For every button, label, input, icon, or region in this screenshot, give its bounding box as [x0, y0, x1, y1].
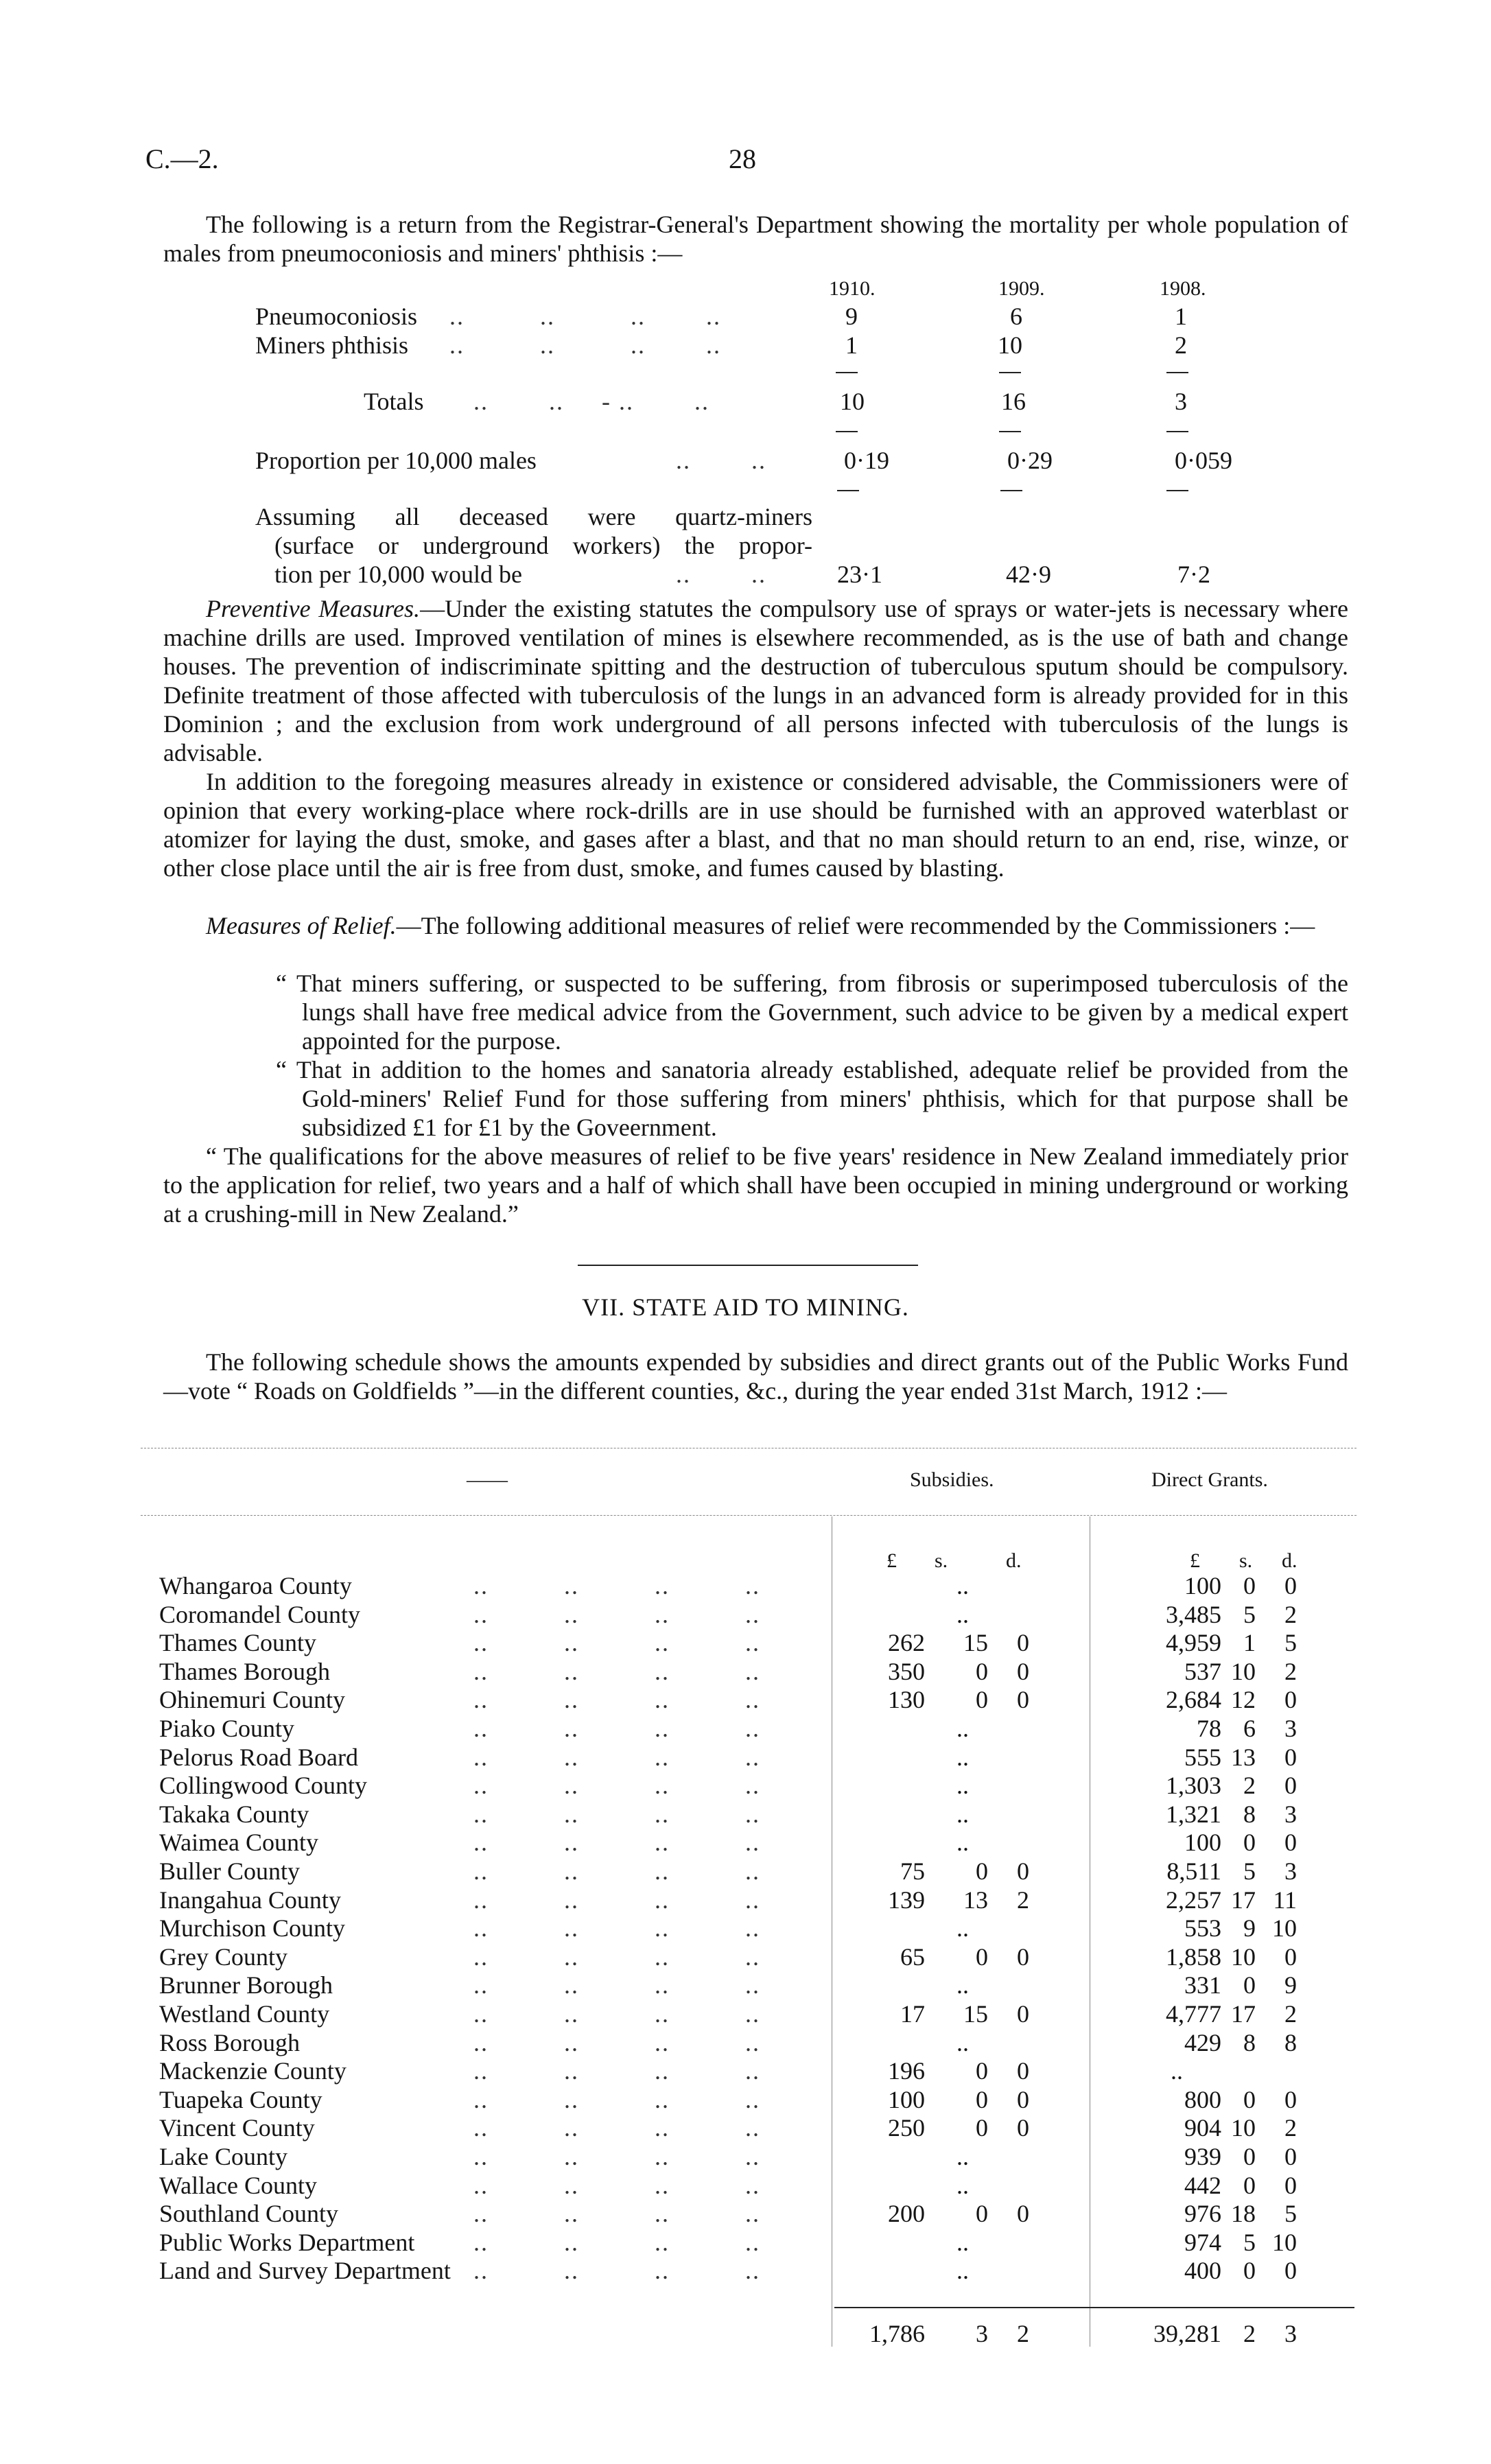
- grant-pence: 9: [1284, 1971, 1297, 1999]
- relief-paragraph: [163, 911, 1348, 940]
- sub-pence: 0: [1017, 2114, 1029, 2142]
- sub-pence: 2: [1017, 1886, 1029, 1914]
- empty-marker: ..: [956, 2143, 969, 2170]
- row-name: Collingwood County: [159, 1772, 368, 1799]
- sub-pence: 0: [1017, 1658, 1029, 1685]
- empty-marker: ..: [956, 2229, 969, 2256]
- sub-shillings: 15: [963, 2000, 988, 2028]
- grant-pence: 2: [1284, 1658, 1297, 1685]
- row-name: Tuapeka County: [159, 2086, 322, 2113]
- sub-pounds: 17: [900, 2000, 925, 2028]
- sub-shillings: 0: [976, 2057, 988, 2085]
- grant-pence: 5: [1284, 2200, 1297, 2227]
- grant-pounds: 8,511: [1166, 1857, 1221, 1885]
- leader-dots: .. .. .. ..: [473, 2114, 760, 2142]
- grant-pounds: 331: [1184, 1971, 1221, 1999]
- grant-pounds: 4,959: [1166, 1629, 1221, 1656]
- grant-shillings: 0: [1243, 1572, 1256, 1599]
- section-divider: [578, 1265, 918, 1266]
- row-name: Public Works Department: [159, 2229, 415, 2256]
- leader-dots: .. .. .. ..: [473, 1772, 760, 1799]
- sub-pence: 0: [1017, 1686, 1029, 1713]
- value: 0·29: [1007, 447, 1053, 474]
- grant-pounds: 442: [1184, 2172, 1221, 2199]
- grant-pounds: 1,858: [1166, 1943, 1221, 1971]
- assuming-line-2: (surface or underground workers) the propor-: [274, 532, 812, 559]
- assuming-line-1: Assuming all deceased were quartz-miners: [255, 503, 812, 530]
- sub-shillings: 0: [976, 1686, 988, 1713]
- grant-pence: 0: [1284, 1943, 1297, 1971]
- leader-dots: .. .. .. ..: [473, 2200, 760, 2227]
- empty-marker: ..: [956, 2257, 969, 2284]
- row-name: Pelorus Road Board: [159, 1744, 358, 1771]
- unit-pounds: £: [887, 1549, 897, 1572]
- qualifications-paragraph: “ The qualifications for the above measures of relief to be five years' residence in New Zealand immediately prior to the application for relief, two years and a half of which shall have been occupied in mining underground or working at a crushing-mill in New Zealand.”: [163, 1142, 1348, 1228]
- empty-marker: ..: [956, 1572, 969, 1599]
- grant-pence: 8: [1284, 2029, 1297, 2056]
- value: 23·1: [837, 561, 882, 588]
- leader-dots: .. .. .. ..: [473, 1715, 760, 1742]
- leader-dots: .. .. .. ..: [473, 2257, 760, 2284]
- totals-rule: [834, 2307, 1354, 2308]
- total-sub-pence: 2: [1017, 2320, 1029, 2347]
- grant-pounds: 1,321: [1166, 1800, 1221, 1828]
- row-name: Ohinemuri County: [159, 1686, 345, 1713]
- unit-pounds: £: [1190, 1549, 1200, 1572]
- sub-shillings: 0: [976, 1943, 988, 1971]
- sub-shillings: 0: [976, 2114, 988, 2142]
- proportion-label: Proportion per 10,000 males: [255, 447, 537, 474]
- grant-shillings: 12: [1231, 1686, 1256, 1713]
- value: 16: [1001, 388, 1026, 415]
- total-sub-pounds: 1,786: [869, 2320, 925, 2347]
- value: 1: [1175, 303, 1187, 330]
- sub-pounds: 139: [888, 1886, 925, 1914]
- sub-shillings: 0: [976, 1658, 988, 1685]
- leader-dots: .. .. .. ..: [473, 2086, 760, 2113]
- leader-dots: .. .. .. ..: [473, 1829, 760, 1856]
- row-name: Ross Borough: [159, 2029, 301, 2056]
- sub-pounds: 65: [900, 1943, 925, 1971]
- grant-pence: 0: [1284, 2086, 1297, 2113]
- assuming-line-3: tion per 10,000 would be: [274, 561, 522, 588]
- row-name: Vincent County: [159, 2114, 315, 2142]
- section-intro: The following schedule shows the amounts expended by subsidies and direct grants out of the Public Works Fund—vote “ Roads on Goldfields ”—in the different counties, &c., during the year ended 31st March, 1912 :—: [163, 1348, 1348, 1405]
- sub-pounds: 262: [888, 1629, 925, 1656]
- row-name: Southland County: [159, 2200, 339, 2227]
- empty-marker: ..: [956, 1772, 969, 1799]
- preventive-paragraph: [163, 594, 1348, 767]
- grant-pence: 3: [1284, 1857, 1297, 1885]
- grant-pence: 0: [1284, 1572, 1297, 1599]
- relief-heading: Measures of Relief.: [206, 912, 397, 939]
- total-grant-pounds: 39,281: [1153, 2320, 1221, 2347]
- value: 42·9: [1006, 561, 1051, 588]
- sub-pounds: 196: [888, 2057, 925, 2085]
- grant-shillings: 10: [1231, 1658, 1256, 1685]
- leader-dots: .. .. .. ..: [473, 1943, 760, 1971]
- relief-text: —The following additional measures of relief were recommended by the Commissioners :—: [396, 912, 1315, 939]
- sub-shillings: 15: [963, 1629, 988, 1656]
- sub-pounds: 250: [888, 2114, 925, 2142]
- sub-shillings: 0: [976, 2086, 988, 2113]
- grant-shillings: 0: [1243, 2257, 1256, 2284]
- row-name: Takaka County: [159, 1800, 309, 1828]
- preventive-heading: Preventive Measures.: [206, 595, 421, 622]
- row-name: Grey County: [159, 1943, 287, 1971]
- grant-pence: 0: [1284, 2143, 1297, 2170]
- grant-shillings: 5: [1243, 2229, 1256, 2256]
- value: 9: [845, 303, 858, 330]
- empty-marker: ..: [956, 2172, 969, 2199]
- quote-paragraph: “ That miners suffering, or suspected to be suffering, from fibrosis or superimposed tuberculosis of the lungs shall have free medical advice from the Government, such advice to be given by a medical expert appointed for the purpose.: [276, 970, 1348, 1055]
- grant-pounds: 2,257: [1166, 1886, 1221, 1914]
- grant-pence: 10: [1272, 1914, 1297, 1942]
- unit-shillings: s.: [935, 1549, 948, 1572]
- empty-marker: ..: [956, 1601, 969, 1628]
- year-1908: 1908.: [1160, 277, 1206, 300]
- grant-pounds: 976: [1184, 2200, 1221, 2227]
- sub-pence: 0: [1017, 1857, 1029, 1885]
- preventive-text: —Under the existing statutes the compulsory use of sprays or water-jets is necessary where machine drills are used. Improved ventilation of mines is elsewhere recommended, as is the use of bath and change houses. The prevention of indiscriminate spitting and the destruction of tuberculous sputum should be compulsory. Definite treatment of those affected with tuberculosis of the lungs in an advanced form is already provided for in this Dominion ; and the exclusion from work underground of all persons infected with tuberculosis of the lungs is advisable.: [163, 595, 1349, 766]
- row-label: Pneumoconiosis: [255, 303, 418, 330]
- value: 6: [1010, 303, 1022, 330]
- leader-dots: .. .. .. ..: [473, 2143, 760, 2170]
- row-name: Buller County: [159, 1857, 300, 1885]
- document-code: C.—2.: [145, 143, 219, 174]
- grant-pounds: 2,684: [1166, 1686, 1221, 1713]
- value: 7·2: [1177, 561, 1210, 588]
- grant-shillings: 0: [1243, 1971, 1256, 1999]
- grant-shillings: 18: [1231, 2200, 1256, 2227]
- grant-pounds: 78: [1197, 1715, 1221, 1742]
- grant-shillings: 13: [1231, 1744, 1256, 1771]
- leader-dots: .. .. .. ..: [449, 303, 721, 330]
- grant-pounds: 400: [1184, 2257, 1221, 2284]
- row-name: Thames Borough: [159, 1658, 330, 1685]
- grant-pence: 5: [1284, 1629, 1297, 1656]
- grant-pence: 0: [1284, 1744, 1297, 1771]
- leader-dots: .. .. - .. ..: [473, 388, 709, 415]
- grant-shillings: 1: [1243, 1629, 1256, 1656]
- grant-pounds: 553: [1184, 1914, 1221, 1942]
- grant-pence: 2: [1284, 2000, 1297, 2028]
- row-name: Coromandel County: [159, 1601, 360, 1628]
- grant-shillings: 6: [1243, 1715, 1256, 1742]
- empty-marker: ..: [956, 1800, 969, 1828]
- section-title: VII. STATE AID TO MINING.: [582, 1293, 909, 1321]
- sum-rule: [1166, 372, 1188, 373]
- sub-pence: 0: [1017, 2086, 1029, 2113]
- stub-header: ——: [467, 1468, 508, 1491]
- grant-pounds: 800: [1184, 2086, 1221, 2113]
- totals-label: Totals: [364, 388, 424, 415]
- sum-rule: [1000, 490, 1022, 491]
- grant-pence: 10: [1272, 2229, 1297, 2256]
- empty-marker: ..: [956, 1715, 969, 1742]
- leader-dots: .. .. .. ..: [473, 1686, 760, 1713]
- row-label: Miners phthisis: [255, 331, 409, 359]
- grant-shillings: 10: [1231, 2114, 1256, 2142]
- year-1909: 1909.: [998, 277, 1045, 300]
- grant-pounds: 974: [1184, 2229, 1221, 2256]
- grant-pounds: 100: [1184, 1829, 1221, 1856]
- grant-pounds: 1,303: [1166, 1772, 1221, 1799]
- value: 0·19: [844, 447, 889, 474]
- grant-pence: 2: [1284, 1601, 1297, 1628]
- grant-shillings: 0: [1243, 2143, 1256, 2170]
- sum-rule: [1166, 490, 1188, 491]
- grant-shillings: 8: [1243, 2029, 1256, 2056]
- empty-marker: ..: [956, 1971, 969, 1999]
- empty-marker: ..: [956, 1744, 969, 1771]
- leader-dots: .. .. .. ..: [473, 1886, 760, 1914]
- row-name: Westland County: [159, 2000, 330, 2028]
- sum-rule: [836, 431, 858, 432]
- header-bottom-rule: [141, 1515, 1357, 1516]
- sum-rule: [837, 490, 859, 491]
- grant-pence: 0: [1284, 1829, 1297, 1856]
- total-sub-shillings: 3: [976, 2320, 988, 2347]
- grant-pence: 0: [1284, 2257, 1297, 2284]
- sub-pence: 0: [1017, 2200, 1029, 2227]
- grant-pounds: 3,485: [1166, 1601, 1221, 1628]
- sum-rule: [836, 372, 858, 373]
- grant-shillings: 5: [1243, 1857, 1256, 1885]
- sum-rule: [999, 431, 1021, 432]
- row-name: Piako County: [159, 1715, 295, 1742]
- leader-dots: .. .. .. ..: [473, 2029, 760, 2056]
- grant-pounds: 429: [1184, 2029, 1221, 2056]
- grant-pounds: 100: [1184, 1572, 1221, 1599]
- sub-pence: 0: [1017, 1943, 1029, 1971]
- leader-dots: .. .. .. ..: [473, 2229, 760, 2256]
- empty-marker: ..: [956, 1914, 969, 1942]
- row-name: Murchison County: [159, 1914, 346, 1942]
- value: 2: [1175, 331, 1187, 359]
- sub-pence: 0: [1017, 1629, 1029, 1656]
- sub-pounds: 350: [888, 1658, 925, 1685]
- value: 0·059: [1175, 447, 1232, 474]
- row-name: Land and Survey Department: [159, 2257, 451, 2284]
- addition-paragraph: In addition to the foregoing measures already in existence or considered advisable, the Commissioners were of opinion that every working-place where rock-drills are in use should be furnished with an approved waterblast or atomizer for laying the dust, smoke, and gases after a blast, and that no man should return to an end, rise, winze, or other close place until the air is free from dust, smoke, and fumes caused by blasting.: [163, 768, 1348, 882]
- grant-shillings: 2: [1243, 1772, 1256, 1799]
- grant-pence: 11: [1273, 1886, 1297, 1914]
- row-name: Thames County: [159, 1629, 316, 1656]
- grant-pence: 2: [1284, 2114, 1297, 2142]
- row-name: Wallace County: [159, 2172, 318, 2199]
- leader-dots: .. .. .. ..: [473, 2172, 760, 2199]
- sub-pounds: 100: [888, 2086, 925, 2113]
- grant-shillings: 8: [1243, 1800, 1256, 1828]
- value: 1: [845, 331, 858, 359]
- grant-shillings: 17: [1231, 2000, 1256, 2028]
- value: 10: [998, 331, 1022, 359]
- sum-rule: [1166, 431, 1188, 432]
- empty-marker: ..: [1171, 2057, 1183, 2085]
- grant-pounds: 4,777: [1166, 2000, 1221, 2028]
- leader-dots: .. .. .. ..: [473, 1971, 760, 1999]
- sub-shillings: 0: [976, 1857, 988, 1885]
- intro-paragraph: The following is a return from the Registrar-General's Department showing the mortality per whole population of males from pneumoconiosis and miners' phthisis :—: [163, 211, 1348, 267]
- grant-shillings: 5: [1243, 1601, 1256, 1628]
- leader-dots: .. .. .. ..: [473, 1800, 760, 1828]
- grant-pence: 3: [1284, 1800, 1297, 1828]
- quote-paragraph: “ That in addition to the homes and sanatoria already established, adequate relief be provided from the Gold-miners' Relief Fund for those suffering from miners' phthisis, which for that purpose shall be subsidized £1 for £1 by the Goveernment.: [276, 1056, 1348, 1141]
- grant-pounds: 555: [1184, 1744, 1221, 1771]
- row-name: Inangahua County: [159, 1886, 341, 1914]
- grants-header: Direct Grants.: [1151, 1468, 1268, 1491]
- unit-pence: d.: [1006, 1549, 1022, 1572]
- row-name: Lake County: [159, 2143, 287, 2170]
- grant-shillings: 0: [1243, 1829, 1256, 1856]
- sub-pounds: 200: [888, 2200, 925, 2227]
- leader-dots: .. .. .. ..: [473, 2000, 760, 2028]
- leader-dots: .. .. .. ..: [473, 1914, 760, 1942]
- unit-pence: d.: [1282, 1549, 1298, 1572]
- leader-dots: .. ..: [676, 447, 766, 474]
- grant-shillings: 17: [1231, 1886, 1256, 1914]
- grant-pounds: 537: [1184, 1658, 1221, 1685]
- grant-pence: 0: [1284, 2172, 1297, 2199]
- unit-shillings: s.: [1239, 1549, 1253, 1572]
- leader-dots: .. .. .. ..: [473, 1601, 760, 1628]
- leader-dots: .. .. .. ..: [473, 1744, 760, 1771]
- row-name: Whangaroa County: [159, 1572, 352, 1599]
- grant-pence: 0: [1284, 1686, 1297, 1713]
- grant-shillings: 10: [1231, 1943, 1256, 1971]
- sum-rule: [999, 372, 1021, 373]
- sub-pounds: 75: [900, 1857, 925, 1885]
- row-name: Brunner Borough: [159, 1971, 333, 1999]
- grant-shillings: 0: [1243, 2086, 1256, 2113]
- grant-pence: 3: [1284, 1715, 1297, 1742]
- leader-dots: .. .. .. ..: [473, 1658, 760, 1685]
- row-name: Mackenzie County: [159, 2057, 347, 2085]
- grant-pence: 0: [1284, 1772, 1297, 1799]
- value: 10: [840, 388, 865, 415]
- leader-dots: .. .. .. ..: [449, 331, 721, 359]
- grant-shillings: 0: [1243, 2172, 1256, 2199]
- sub-shillings: 0: [976, 2200, 988, 2227]
- leader-dots: .. .. .. ..: [473, 1629, 760, 1656]
- subsidies-header: Subsidies.: [910, 1468, 994, 1491]
- empty-marker: ..: [956, 2029, 969, 2056]
- value: 3: [1175, 388, 1187, 415]
- empty-marker: ..: [956, 1829, 969, 1856]
- grant-pounds: 939: [1184, 2143, 1221, 2170]
- year-1910: 1910.: [829, 277, 876, 300]
- total-grant-pence: 3: [1284, 2320, 1297, 2347]
- sub-shillings: 13: [963, 1886, 988, 1914]
- leader-dots: .. .. .. ..: [473, 1857, 760, 1885]
- row-name: Waimea County: [159, 1829, 319, 1856]
- sub-pence: 0: [1017, 2000, 1029, 2028]
- leader-dots: .. .. .. ..: [473, 1572, 760, 1599]
- page-number: 28: [729, 143, 756, 174]
- sub-pence: 0: [1017, 2057, 1029, 2085]
- grant-pounds: 904: [1184, 2114, 1221, 2142]
- sub-pounds: 130: [888, 1686, 925, 1713]
- total-grant-shillings: 2: [1243, 2320, 1256, 2347]
- leader-dots: .. .. .. ..: [473, 2057, 760, 2085]
- grant-shillings: 9: [1243, 1914, 1256, 1942]
- leader-dots: .. ..: [676, 561, 766, 588]
